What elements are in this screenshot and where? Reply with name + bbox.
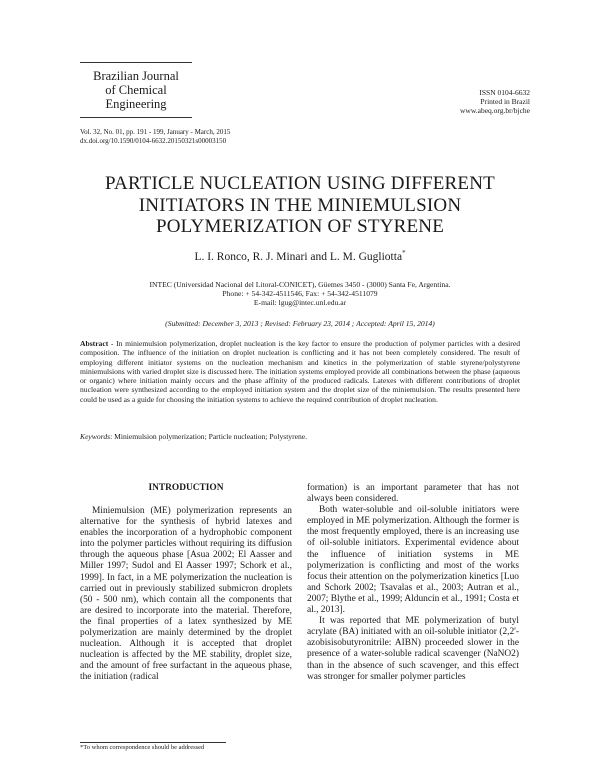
title-line: POLYMERIZATION OF STYRENE [155,216,445,237]
keywords-text: : Miniemulsion polymerization; Particle nucleation; Polystyrene. [110,432,308,441]
volume-info [80,128,230,145]
body-paragraph: formation) is an important parameter that has not always been considered. [307,483,519,505]
journal-name-line: of Chemical [105,83,167,97]
corresponding-mark: * [402,249,406,257]
body-column-left [80,506,292,684]
body-column-right [307,483,519,683]
affiliation-address: INTEC (Universidad Nacional del Litoral-CONICET), Güemes 3450 - (3000) Santa Fe, Argentina. [149,280,451,289]
submission-dates: (Submitted: December 3, 2013 ; Revised: February 23, 2014 ; Accepted: April 15, 2014) [165,319,435,328]
footnote-divider [80,742,226,743]
body-paragraph: Both water-soluble and oil-soluble initiators were employed in ME polymerization. Although the former is the most frequently employed, there is an increasing use of oil-soluble initiators. Experimental evidence about the influence of initiation systems in ME polymerization is conflicting and most of the works focus their attention on the polymerization kinetics [Luo and Schork 2002; Tsavalas et al., 2003; Autran et al., 2007; Blythe et al., 1999; Alduncin et al., 1991; Costa et al., 2013]. [307,505,519,616]
affiliation-email[interactable]: E-mail: lgug@intec.unl.edu.ar [253,298,347,307]
volume-line: Vol. 32, No. 01, pp. 191 - 199, January - March, 2015 [80,128,231,136]
doi-link[interactable]: dx.doi.org/10.1590/0104-6632.20150321s00003150 [80,136,227,145]
author-list [60,249,540,263]
footnote: *To whom correspondence should be addressed [80,744,205,751]
paper-title [60,173,540,238]
affiliation-phone: Phone: + 54-342-4511546, Fax: + 54-342-4511079 [222,289,378,298]
journal-name-line: Engineering [105,97,167,111]
journal-name-line: Brazilian Journal [93,69,179,83]
body-paragraph: Miniemulsion (ME) polymerization represents an alternative for the synthesis of hybrid latexes and enables the incorporation of a hydrophobic component into the polymer particles without requiring its diffusion through the aqueous phase [Asua 2002; El Aasser and Miller 1997; Sudol and El Aasser 1997; Schork et al., 1999]. In fact, in a ME polymerization the nucleation is carried out in previously stabilized submicron droplets (50 - 500 nm), which contain all the components that are desired to incorporate into the material. Therefore, the final properties of a latex synthesized by ME polymerization are mainly determined by the droplet nucleation. Although it is accepted that droplet nucleation is affected by the ME stability, droplet size, and the amount of free surfactant in the aqueous phase, the initiation (radical [80,506,292,683]
author-names: L. I. Ronco, R. J. Minari and L. M. Gugliotta [194,250,403,263]
title-line: PARTICLE NUCLEATION USING DIFFERENT [105,173,495,194]
journal-url[interactable]: www.abeq.org.br/bjche [460,106,530,115]
keywords [80,432,520,441]
body-paragraph: It was reported that ME polymerization of butyl acrylate (BA) initiated with an oil-soluble initiator (2,2'-azobisisobutyronitrile: AIBN) proceeded slower in the presence of a water-soluble radical scavenger (NaNO2) than in the absence of such scavenger, and this effect was stronger for smaller polymer particles [307,616,519,682]
keywords-label: Keywords [80,432,111,441]
abstract-text: - In miniemulsion polymerization, droplet nucleation is the key factor to ensure the production of polymer particles with a desired composition. The influence of the initiation on droplet nucleation is conflicting and it has not been completely considered. The result of employing different initiator systems on the nucleation mechanism and kinetics in the polymerization of stable styrene/polystyrene miniemulsions with varied droplet size is discussed here. The initiation systems employed provide all combinations between the phase (aqueous or organic) where initiation mainly occurs and the phase affinity of the produced radicals. Latexes with different contributions of droplet nucleation were synthesized according to the employed initiation system and the droplet size of the miniemulsion. The results presented here could be used as a guide for choosing the initiation systems to achieve the required contribution of droplet nucleation. [80,339,520,404]
title-line: INITIATORS IN THE MINIEMULSION [138,194,462,216]
journal-name [80,62,192,118]
section-heading: INTRODUCTION [148,483,224,493]
abstract [80,339,520,404]
affiliation [60,280,540,307]
printed-in: Printed in Brazil [480,97,530,106]
abstract-label: Abstract [80,339,109,348]
issn-block [460,88,530,115]
issn-number: ISSN 0104-6632 [479,88,530,97]
